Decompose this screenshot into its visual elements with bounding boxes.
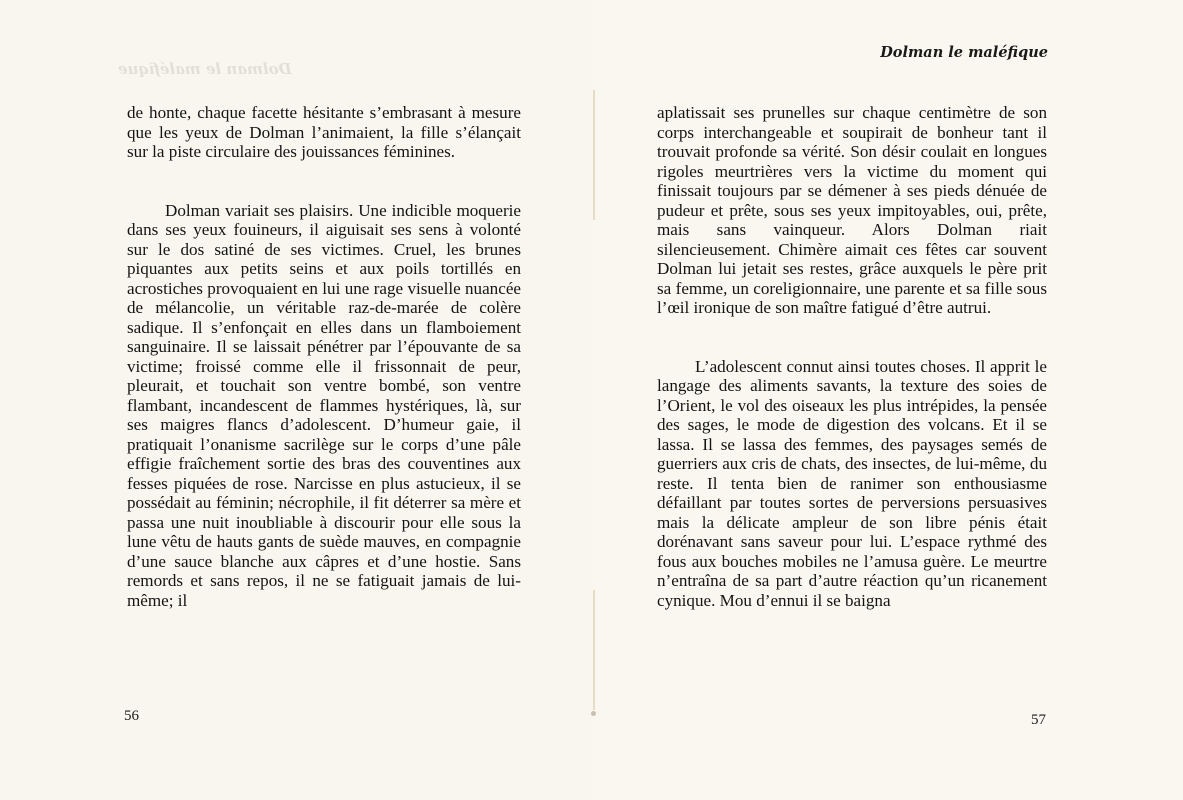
show-through-running-head: Dolman le maléfique [118, 60, 292, 78]
binding-thread-top [593, 90, 595, 220]
paragraph-spacer [657, 318, 1047, 357]
left-page-text [127, 103, 521, 610]
binding-thread-bottom [593, 590, 595, 710]
right-page [592, 0, 1183, 800]
paragraph: de honte, chaque facette hésitante s’embrasant à mesure que les yeux de Dolman l’animaient, la fille s’élançait sur la piste circulaire des jouissances féminines. [127, 103, 521, 161]
page-number: 57 [1031, 712, 1046, 728]
right-page-text [657, 103, 1047, 610]
binding-knot [591, 711, 596, 716]
paragraph-spacer [127, 162, 521, 201]
running-head: Dolman le maléfique [880, 44, 1048, 61]
paragraph: L’adolescent connut ainsi toutes choses. Il apprit le langage des aliments savants, la texture des soies de l’Orient, le vol des oiseaux les plus intrépides, la pensée des sages, le mode de digestion des volcans. Et il se lassa. Il se lassa des femmes, des paysages semés de guerriers aux cris de chats, des insectes, de lui-même, du reste. Il tenta bien de ranimer son enthousiasme défaillant par toutes sortes de perversions persuasives mais la délicate ampleur de son libre pénis était dorénavant sans saveur pour lui. L’espace rythmé des fous aux bouches mobiles ne l’amusa guère. Le meurtre n’entraîna de sa part d’autre réaction qu’un ricanement cynique. Mou d’ennui il se baigna [657, 356, 1047, 610]
paragraph: aplatissait ses prunelles sur chaque centimètre de son corps interchangeable et soupirait de bonheur tant il trouvait profonde sa vérité. Son désir coulait en longues rigoles meurtrières vers la victime du moment qui finissait toujours par se démener à ses pieds dénuée de pudeur et prête, sous ses yeux impitoyables, oui, prête, mais sans vainqueur. Alors Dolman riait silencieusement. Chimère aimait ces fêtes car souvent Dolman lui jetait ses restes, grâce auxquels le père prit sa femme, un coreligionnaire, une parente et sa fille sous l’œil ironique de son maître fatigué d’être autrui. [657, 103, 1047, 317]
page-number: 56 [124, 708, 139, 724]
paragraph: Dolman variait ses plaisirs. Une indicible moquerie dans ses yeux fouineurs, il aiguisait ses sens à volonté sur le dos satiné de ses victimes. Cruel, les brunes piquantes aux petits seins et aux poils tortillés en acrostiches provoquaient en lui une rage visuelle nuancée de mélancolie, un véritable raz-de-marée de colère sadique. Il s’enfonçait en elles dans un flamboiement sanguinaire. Il se laissait pénétrer par l’épouvante de sa victime; froissé comme elle il frissonnait de peur, pleurait, et touchait son ventre bombé, son ventre flambant, incandescent de flammes hystériques, là, sur ses maigres flancs d’adolescent. D’humeur gaie, il pratiquait l’onanisme sacrilège sur le corps d’une pâle effigie fraîchement sortie des bras des couventines aux fesses piquées de rose. Narcisse en plus astucieux, il se possédait au féminin; nécrophile, il fit déterrer sa mère et passa une nuit inoubliable à discourir pour elle sous la lune vêtu de hauts gants de suède mauves, en compagnie d’une sauce blanche aux câpres et d’une hostie. Sans remords et sans repos, il ne se fatiguait jamais de lui-même; il [127, 200, 521, 610]
